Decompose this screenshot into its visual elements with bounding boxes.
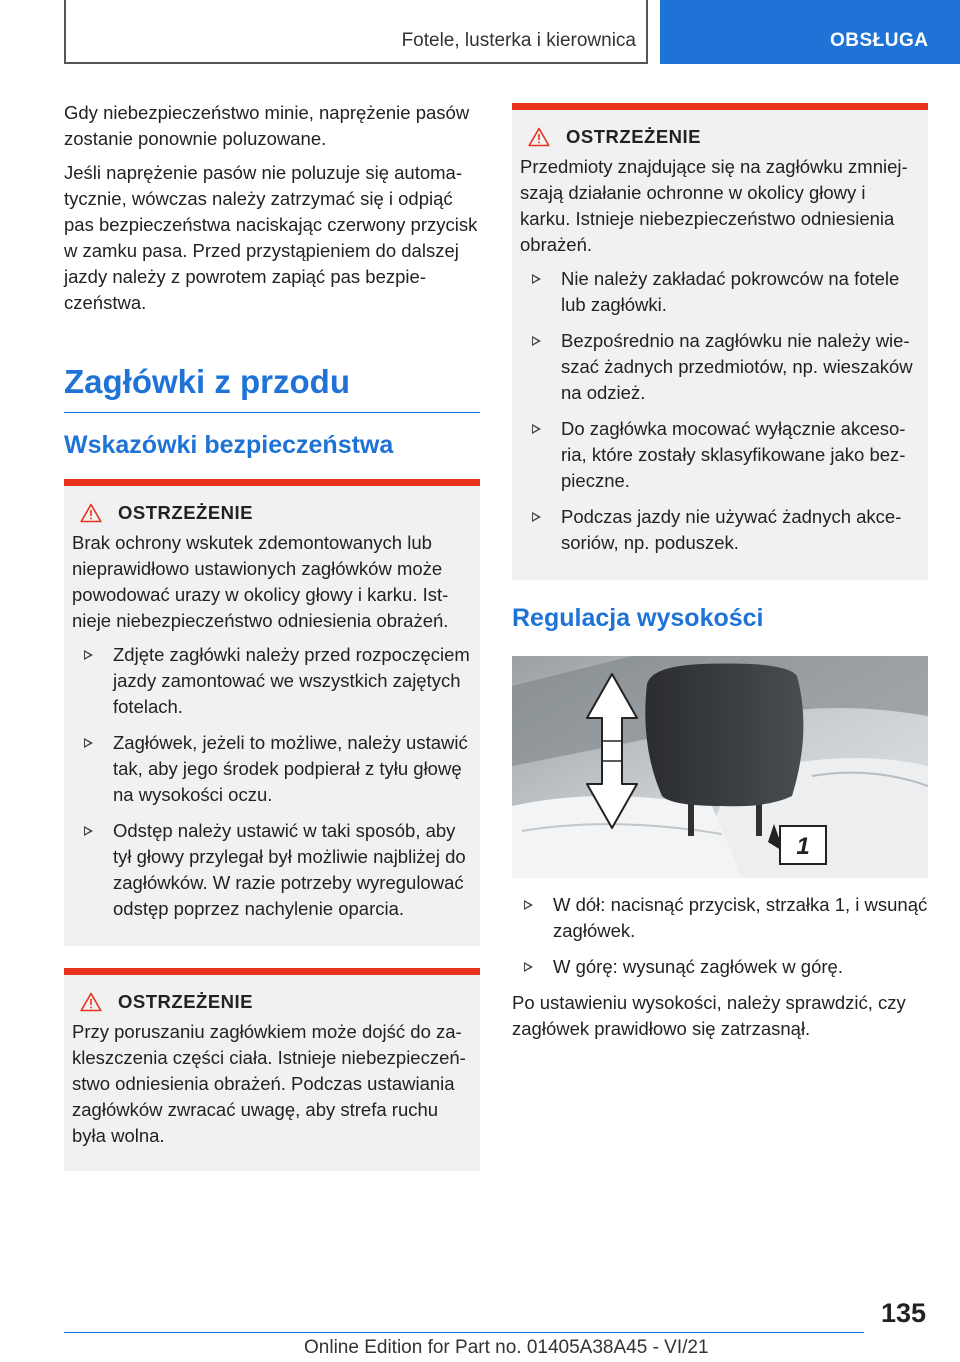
chapter-title: Fotele, lusterka i kierownica [401, 30, 636, 51]
figure-callout: 1 [796, 833, 810, 860]
warning-box-3 [512, 103, 928, 580]
list-item: W górę: wysunąć zagłówek w górę. [512, 954, 928, 980]
warning-text: Brak ochrony wskutek zdemontowanych lub nieprawidłowo ustawionych zagłówków może powodować urazy w okolicy głowy i karku. Istnieje niebezpieczeństwo odniesienia obrażeń. [72, 532, 449, 631]
list-item: W dół: nacisnąć przycisk, strzałka 1, i wsunąć zagłówek. [512, 892, 928, 944]
warning-box-1 [64, 479, 480, 946]
warning-box-2 [64, 968, 480, 1171]
warning-triangle-icon [80, 503, 102, 523]
warning-triangle-icon [80, 992, 102, 1012]
warning-text: Przy poruszaniu zagłówkiem może dojść do zakleszczenia części ciała. Istnieje niebezpieczeństwo odniesienia obrażeń. Podczas ustawiania zagłówków zwracać uwagę, aby strefa ruchu była wolna. [72, 1021, 466, 1146]
headrest-illustration [512, 656, 928, 878]
warning-title: OSTRZEŻENIE [566, 126, 702, 147]
bullet-triangle-icon [524, 900, 533, 910]
footer-rule [64, 1332, 864, 1333]
page-number: 135 [880, 1298, 926, 1328]
list-item: Bezpośrednio na zagłówku nie należy wieszać żadnych przedmiotów, np. wieszaków na odzież. [520, 328, 920, 406]
subsection-heading-height: Regulacja wysokości [512, 604, 764, 632]
list-item: Nie należy zakładać pokrowców na fotele lub zagłówki. [520, 266, 920, 318]
left-column [64, 100, 480, 1189]
list-item: Podczas jazdy nie używać żadnych akcesoriów, np. poduszek. [520, 504, 920, 556]
bullet-triangle-icon [532, 274, 541, 284]
section-tab: OBSŁUGA [660, 0, 960, 64]
subsection-heading-safety: Wskazówki bezpieczeństwa [64, 431, 394, 459]
warning-title: OSTRZEŻENIE [118, 991, 254, 1012]
warning-text: Przedmioty znajdujące się na zagłówku zmniejszają działanie ochronne w okolicy głowy i karku. Istnieje niebezpieczeństwo odniesienia obrażeń. [520, 156, 908, 255]
intro-paragraph-1: Gdy niebezpieczeństwo minie, naprężenie pasów zostanie ponownie poluzowane. [64, 102, 470, 149]
bullet-triangle-icon [84, 650, 93, 660]
bullet-triangle-icon [84, 738, 93, 748]
bullet-triangle-icon [532, 336, 541, 346]
list-item: Zagłówek, jeżeli to możliwe, należy ustawić tak, aby jego środek podpierał z tyłu głowę na wysokości oczu. [72, 730, 472, 808]
intro-paragraph-2: Jeśli naprężenie pasów nie poluzuje się automatycznie, wówczas należy zatrzymać się i odpiąć pas bezpieczeństwa naciskając czerwony przycisk w zamku pasa. Przed przystąpieniem do dalszej jazdy należy z powrotem zapiąć pas bezpieczeństwa. [64, 162, 478, 313]
bullet-triangle-icon [532, 424, 541, 434]
right-column [512, 100, 928, 1050]
list-item: Zdjęte zagłówki należy przed rozpoczęciem jazdy zamontować we wszystkich zajętych fotelach. [72, 642, 472, 720]
list-item: Do zagłówka mocować wyłącznie akcesoria, które zostały sklasyfikowane jako bezpieczne. [520, 416, 920, 494]
bullet-triangle-icon [84, 826, 93, 836]
footer-edition: Online Edition for Part no. 01405A38A45 - VI/21 [304, 1337, 709, 1358]
list-item: Odstęp należy ustawić w taki sposób, aby tył głowy przylegał był możliwie najbliżej do zagłówków. W razie potrzeby wyregulować odstęp poprzez nachylenie oparcia. [72, 818, 472, 922]
warning-title: OSTRZEŻENIE [118, 502, 254, 523]
warning-triangle-icon [528, 127, 550, 147]
bullet-triangle-icon [532, 512, 541, 522]
header-chapter-box [64, 0, 648, 64]
bullet-triangle-icon [524, 962, 533, 972]
section-heading: Zagłówki z przodu [64, 362, 480, 413]
outro-paragraph: Po ustawieniu wysokości, należy sprawdzić, czy zagłówek prawidłowo się zatrzasnął. [512, 992, 906, 1039]
